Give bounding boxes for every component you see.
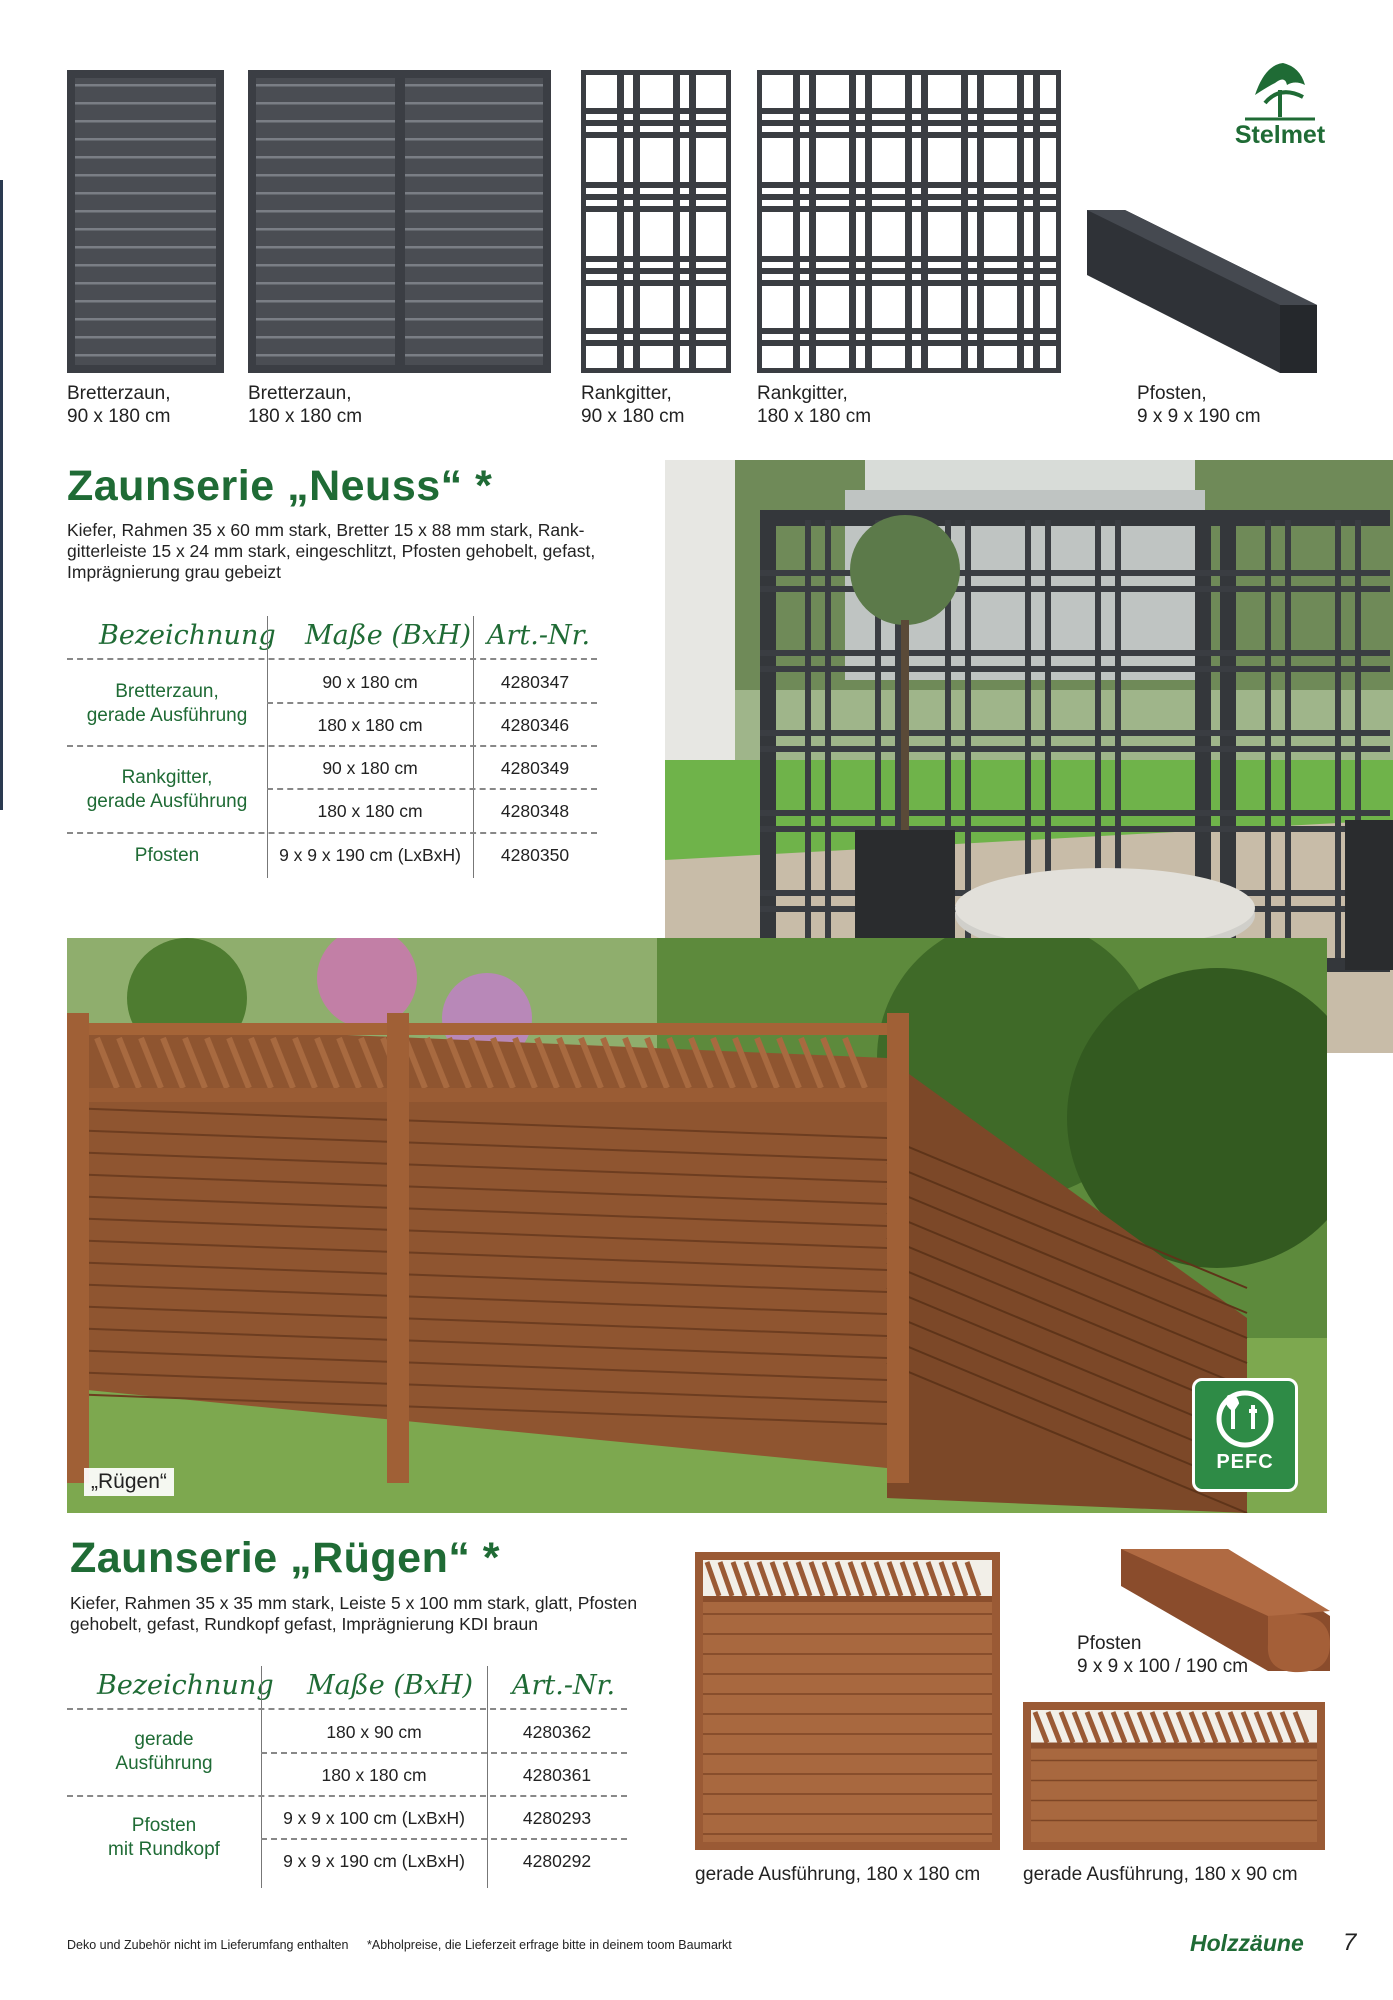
caption-rankgitter-180: Rankgitter, 180 x 180 cm [757,383,872,427]
neuss-size-4: 180 x 180 cm [317,801,423,821]
rankgitter-180-image [757,70,1061,373]
rankgitter-90-image [581,70,731,373]
caption-rankgitter-90: Rankgitter, 90 x 180 cm [581,383,685,427]
pefc-badge-text: PEFC [1216,1451,1274,1473]
neuss-header-artnr: Art.-Nr. [487,620,591,651]
neuss-description: Kiefer, Rahmen 35 x 60 mm stark, Bretter 15 x 88 mm stark, Rank- gitterleiste 15 x 24 mm stark, eingeschlitzt, Pfosten gehobelt, gefast, Imprägnierung grau gebeizt [67,520,596,582]
neuss-art-1: 4280347 [500,672,570,692]
ruegen-180x90-image [1023,1702,1325,1850]
caption-pfosten-rundkopf: Pfosten 9 x 9 x 100 / 190 cm [1077,1633,1249,1677]
neuss-size-2: 180 x 180 cm [317,715,423,735]
caption-bretterzaun-180: Bretterzaun, 180 x 180 cm [248,383,363,427]
ruegen-size-2: 180 x 180 cm [321,1765,427,1785]
ruegen-table [67,1662,627,1892]
neuss-art-5: 4280350 [500,845,570,865]
ruegen-size-4: 9 x 9 x 190 cm (LxBxH) [283,1851,465,1871]
ruegen-art-1: 4280362 [522,1722,592,1742]
neuss-art-2: 4280346 [500,715,570,735]
neuss-row-bretterzaun-name: Bretterzaun, gerade Ausführung [86,681,248,726]
caption-ruegen-180x180: gerade Ausführung, 180 x 180 cm [695,1864,981,1885]
ruegen-size-1: 180 x 90 cm [326,1722,422,1742]
neuss-row-pfosten-name: Pfosten [134,845,200,866]
stelmet-logo [1225,55,1335,165]
neuss-header-bezeichnung: Bezeichnung [99,620,276,651]
caption-bretterzaun-90: Bretterzaun, 90 x 180 cm [67,383,171,427]
ruegen-photo [67,938,1327,1513]
page-number: 7 [1343,1929,1357,1956]
ruegen-art-3: 4280293 [522,1808,592,1828]
ruegen-header-bezeichnung: Bezeichnung [97,1670,274,1701]
ruegen-180x180-image [695,1552,1000,1850]
ruegen-header-artnr: Art.-Nr. [512,1670,616,1701]
neuss-size-5: 9 x 9 x 190 cm (LxBxH) [279,845,461,865]
neuss-title: Zaunserie „Neuss“ * [67,462,493,510]
ruegen-photo-label: „Rügen“ [84,1468,174,1496]
footer-note-abholpreise: *Abholpreise, die Lieferzeit erfrage bitte in deinem toom Baumarkt [367,1938,732,1952]
bretterzaun-90-image [67,70,224,373]
neuss-size-1: 90 x 180 cm [322,672,418,692]
pefc-badge [1192,1378,1298,1492]
neuss-art-3: 4280349 [500,758,570,778]
bretterzaun-180-image [248,70,551,373]
pfosten-grey-image [1085,205,1320,375]
neuss-size-3: 90 x 180 cm [322,758,418,778]
ruegen-title: Zaunserie „Rügen“ * [70,1534,501,1582]
neuss-header-masse: Maße (BxH) [305,620,472,651]
neuss-row-rankgitter-name: Rankgitter, gerade Ausführung [86,767,248,812]
left-edge-strip [0,180,3,810]
ruegen-row-gerade-name: gerade Ausführung [115,1729,213,1774]
ruegen-description: Kiefer, Rahmen 35 x 35 mm stark, Leiste 5 x 100 mm stark, glatt, Pfosten gehobelt, gefast, Rundkopf gefast, Imprägnierung KDI braun [70,1593,638,1634]
neuss-table [67,612,597,882]
neuss-art-4: 4280348 [500,801,570,821]
ruegen-row-pfosten-name: Pfosten mit Rundkopf [108,1815,220,1860]
footer-section-name: Holzzäune [1190,1930,1304,1956]
ruegen-header-masse: Maße (BxH) [307,1670,474,1701]
ruegen-art-4: 4280292 [522,1851,592,1871]
ruegen-art-2: 4280361 [522,1765,592,1785]
stelmet-logo-text: Stelmet [1234,121,1326,149]
caption-pfosten-grey: Pfosten, 9 x 9 x 190 cm [1137,383,1261,427]
footer-note-deko: Deko und Zubehör nicht im Lieferumfang enthalten [67,1938,349,1952]
caption-ruegen-180x90: gerade Ausführung, 180 x 90 cm [1023,1864,1298,1885]
ruegen-size-3: 9 x 9 x 100 cm (LxBxH) [283,1808,465,1828]
